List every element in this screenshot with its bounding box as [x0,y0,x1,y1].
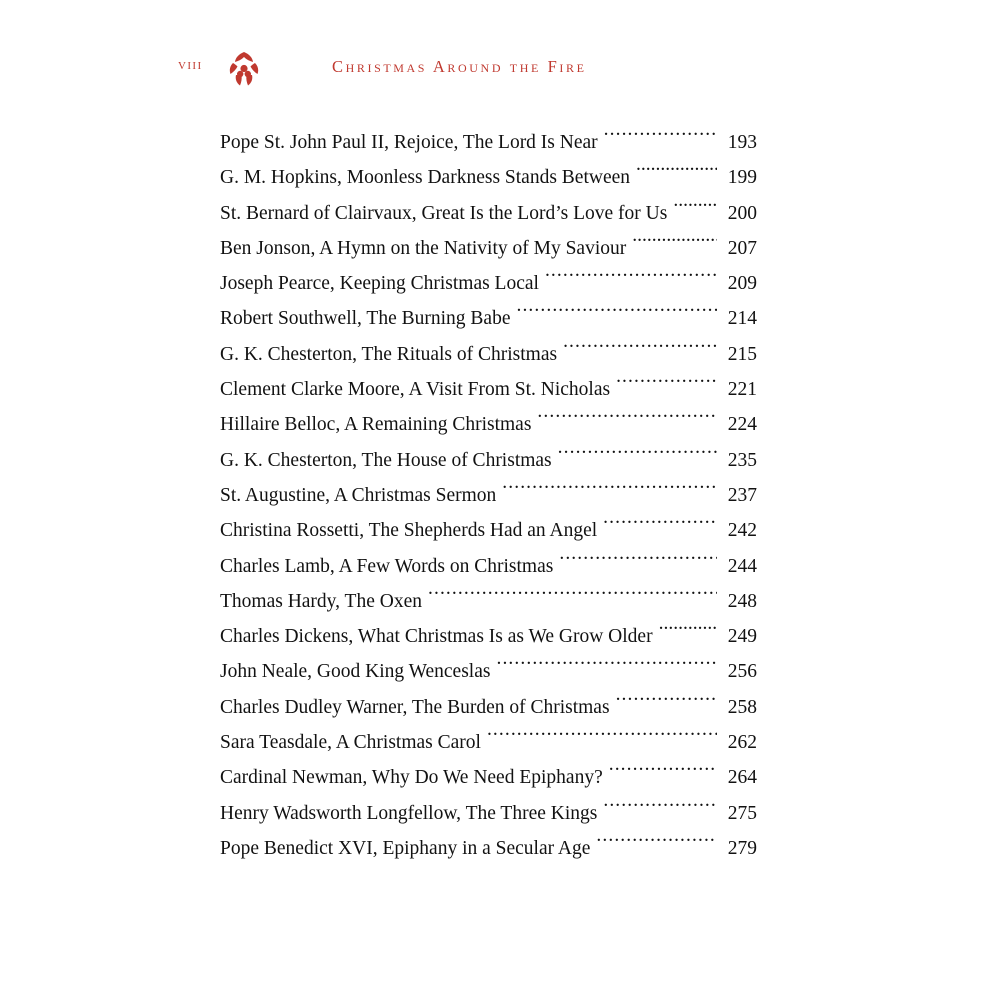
toc-entry-title: Thomas Hardy, The Oxen [220,590,422,612]
toc-entry[interactable] [220,160,757,195]
toc-entry-title: St. Augustine, A Christmas Sermon [220,484,497,506]
toc-entry-page: 244 [727,555,757,577]
toc-entry-page: 242 [727,520,757,542]
toc-entry-page: 235 [727,449,757,471]
toc-entry-page: 221 [727,379,757,401]
dot-leader [596,834,717,854]
toc-entry-title: Christina Rossetti, The Shepherds Had an Angel [220,520,598,542]
dot-leader [516,305,717,325]
toc-entry-title: Pope Benedict XVI, Epiphany in a Secular Age [220,837,591,859]
page-folio: viii [178,56,203,73]
toc-entry-title: G. K. Chesterton, The Rituals of Christmas [220,343,558,365]
toc-entry-page: 248 [727,590,757,612]
dot-leader [616,376,717,396]
toc-entry-title: Hillaire Belloc, A Remaining Christmas [220,414,532,436]
toc-entry-page: 193 [727,132,757,153]
toc-entry-page: 215 [727,343,757,365]
toc-entry[interactable] [220,725,757,760]
toc-entry[interactable] [220,196,757,231]
holly-sprig-icon [226,48,262,90]
toc-entry-page: 207 [727,237,757,259]
table-of-contents [220,125,757,866]
toc-entry[interactable] [220,760,757,795]
toc-entry-title: John Neale, Good King Wenceslas [220,661,491,683]
toc-entry-page: 224 [727,414,757,436]
toc-entry-page: 258 [727,696,757,718]
dot-leader [604,129,717,149]
toc-entry-title: Henry Wadsworth Longfellow, The Three Kings [220,802,598,824]
toc-entry[interactable] [220,513,757,548]
toc-entry-title: St. Bernard of Clairvaux, Great Is the Lord’s Love for Us [220,202,668,224]
dot-leader [487,729,717,749]
toc-entry[interactable] [220,831,757,866]
toc-entry-title: Cardinal Newman, Why Do We Need Epiphany? [220,767,603,789]
dot-leader [659,623,717,643]
dot-leader [636,164,717,184]
toc-entry-title: Joseph Pearce, Keeping Christmas Local [220,273,539,295]
toc-entry-title: Charles Lamb, A Few Words on Christmas [220,555,554,577]
dot-leader [428,587,717,607]
dot-leader [545,270,717,290]
toc-entry-page: 200 [727,202,757,224]
toc-entry-title: G. M. Hopkins, Moonless Darkness Stands Between [220,167,631,189]
toc-entry[interactable] [220,372,757,407]
toc-entry[interactable] [220,690,757,725]
dot-leader [502,481,717,501]
toc-entry-page: 262 [727,732,757,754]
toc-entry-page: 275 [727,802,757,824]
running-header [0,48,1000,92]
toc-entry-title: Ben Jonson, A Hymn on the Nativity of My Saviour [220,237,627,259]
dot-leader [632,234,717,254]
toc-entry-title: Charles Dickens, What Christmas Is as We Grow Older [220,626,653,648]
toc-entry-title: Charles Dudley Warner, The Burden of Christmas [220,696,610,718]
toc-entry[interactable] [220,549,757,584]
dot-leader [616,693,717,713]
toc-entry[interactable] [220,796,757,831]
toc-entry-page: 209 [727,273,757,295]
dot-leader [609,764,717,784]
toc-entry-title: Pope St. John Paul II, Rejoice, The Lord Is Near [220,132,598,153]
toc-entry-page: 237 [727,484,757,506]
toc-entry[interactable] [220,584,757,619]
toc-entry-title: Sara Teasdale, A Christmas Carol [220,732,481,754]
toc-entry-page: 249 [727,626,757,648]
toc-entry-page: 264 [727,767,757,789]
dot-leader [537,411,717,431]
dot-leader [496,658,717,678]
toc-entry-page: 279 [727,837,757,859]
toc-entry[interactable] [220,231,757,266]
toc-entry-page: 214 [727,308,757,330]
toc-entry[interactable] [220,266,757,301]
toc-entry[interactable] [220,478,757,513]
toc-entry[interactable] [220,125,757,160]
dot-leader [558,446,717,466]
toc-entry-title: Robert Southwell, The Burning Babe [220,308,511,330]
toc-entry-page: 256 [727,661,757,683]
toc-entry-title: Clement Clarke Moore, A Visit From St. Nicholas [220,379,611,401]
toc-entry[interactable] [220,301,757,336]
toc-entry-title: G. K. Chesterton, The House of Christmas [220,449,552,471]
toc-entry[interactable] [220,619,757,654]
book-title: Christmas Around the Fire [332,57,587,76]
dot-leader [563,340,717,360]
dot-leader [673,199,717,219]
dot-leader [603,517,717,537]
toc-entry[interactable] [220,337,757,372]
toc-entry[interactable] [220,407,757,442]
dot-leader [603,799,717,819]
toc-entry[interactable] [220,654,757,689]
toc-entry-page: 199 [727,167,757,189]
dot-leader [559,552,717,572]
toc-entry[interactable] [220,443,757,478]
